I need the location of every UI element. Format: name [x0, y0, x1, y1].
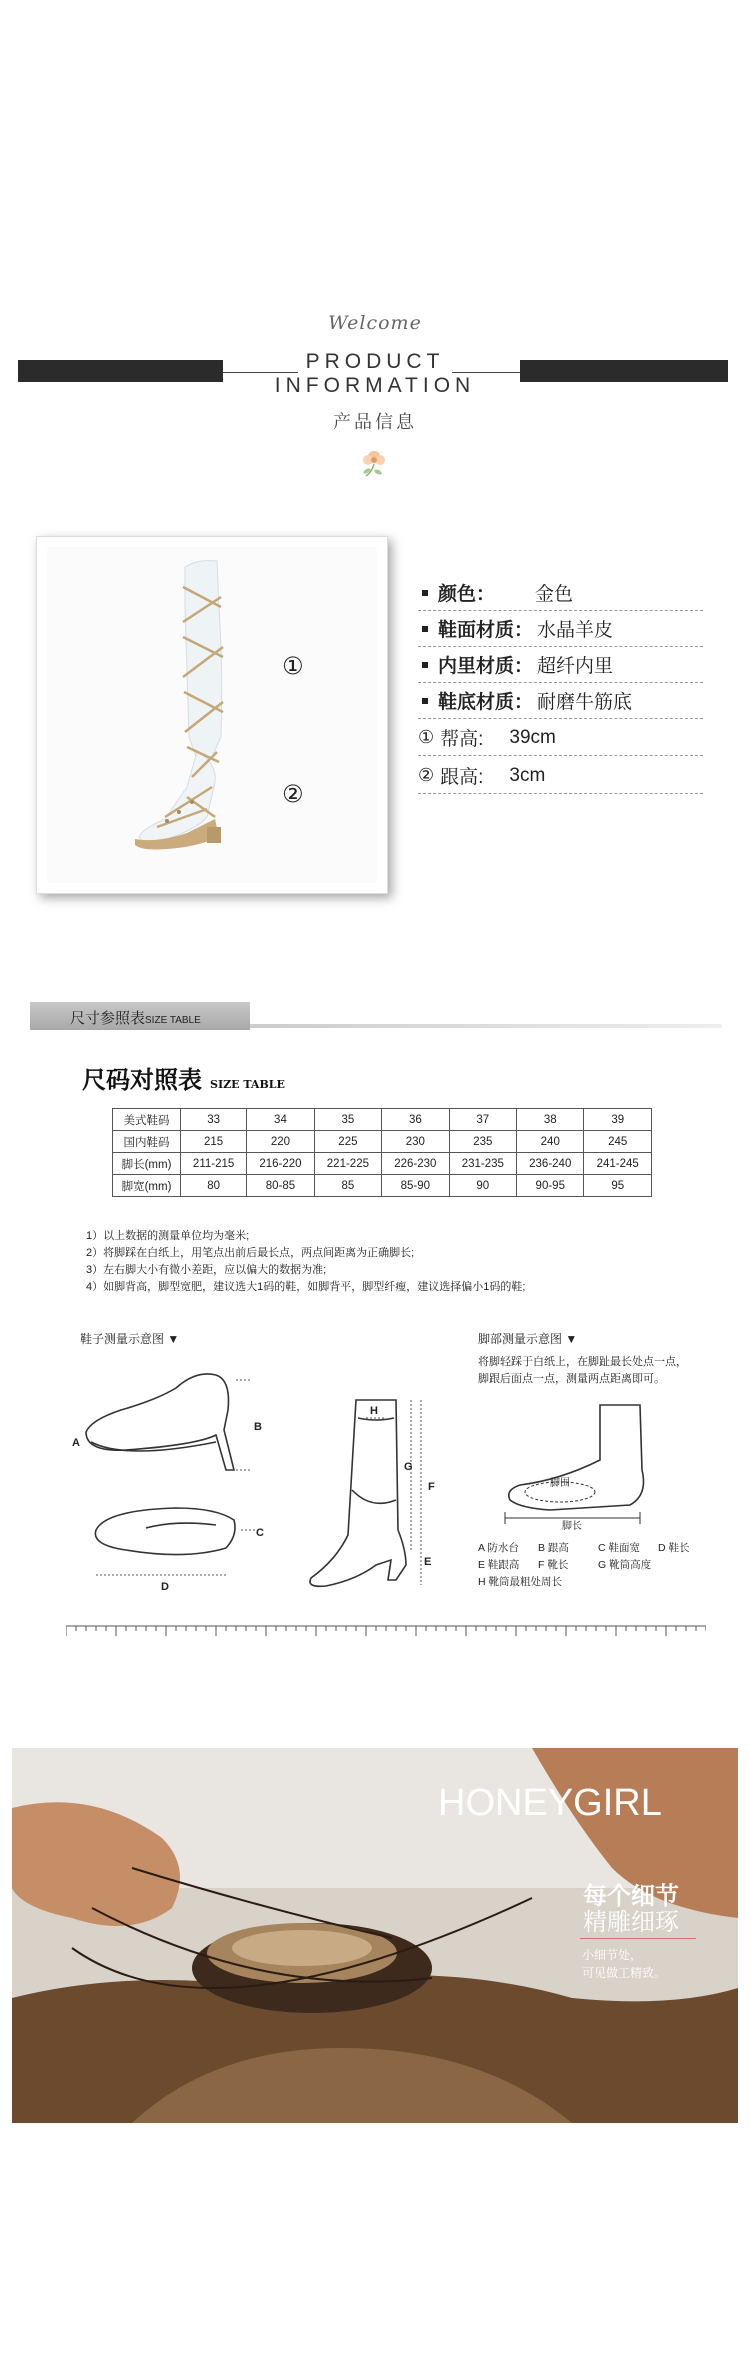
table-cell: 236-240: [517, 1153, 584, 1175]
callout-1: ①: [282, 653, 304, 680]
legend-item: A 防水台: [478, 1542, 519, 1554]
callout-2: ②: [282, 781, 304, 808]
info-row-color: [418, 575, 703, 611]
size-tab-line: [250, 1024, 722, 1028]
legend-item: C 鞋面宽: [598, 1542, 640, 1554]
table-cell: 33: [181, 1109, 247, 1131]
legend-item: B 跟高: [538, 1542, 569, 1554]
size-tab: [30, 1002, 250, 1030]
label-b: B: [254, 1421, 262, 1433]
table-cell: 35: [314, 1109, 381, 1131]
legend-item: F 靴长: [538, 1559, 569, 1571]
size-title-cn: 尺码对照表: [82, 1065, 202, 1094]
note-item: 3）左右脚大小有微小差距，应以偏大的数据为准;: [86, 1264, 327, 1276]
measure-value: 39cm: [509, 726, 556, 748]
flower-icon: [356, 444, 392, 480]
table-cell: 38: [517, 1109, 584, 1131]
size-tab-label: 尺寸参照表: [70, 1010, 146, 1027]
info-row-heel-height: [418, 758, 703, 794]
table-row: [113, 1175, 652, 1197]
info-value: 超纤内里: [537, 656, 614, 677]
page-title-line1: PRODUCT: [305, 350, 445, 373]
info-row-sole: [418, 683, 703, 719]
size-tab-label-en: SIZE TABLE: [145, 1015, 201, 1026]
table-cell: 211-215: [181, 1153, 247, 1175]
table-cell: 240: [517, 1131, 584, 1153]
info-label: 鞋面材质：: [438, 620, 534, 641]
foot-measure-title: 脚部测量示意图 ▼: [478, 1332, 578, 1346]
shoe-diagram: [66, 1350, 466, 1620]
table-cell: 90: [449, 1175, 516, 1197]
info-value: 金色: [535, 584, 574, 605]
table-cell: 215: [181, 1131, 247, 1153]
table-row-header: 美式鞋码: [113, 1109, 181, 1131]
banner-headline-2: 精雕细琢: [583, 1909, 679, 1936]
measure-value: 3cm: [509, 764, 546, 786]
table-row-header: 脚长(mm): [113, 1153, 181, 1175]
table-row: [113, 1131, 652, 1153]
info-value: 耐磨牛筋底: [537, 692, 633, 713]
size-table-title: [82, 1060, 285, 1095]
shoe-measure-title: 鞋子测量示意图 ▼: [80, 1332, 180, 1346]
banner-divider: [580, 1938, 696, 1939]
label-e: E: [424, 1556, 432, 1568]
table-cell: 39: [584, 1109, 652, 1131]
label-g: G: [404, 1461, 413, 1473]
table-row: [113, 1109, 652, 1131]
foot-measure-desc: [478, 1354, 718, 1388]
table-cell: 34: [247, 1109, 314, 1131]
measure-label: 跟高:: [440, 767, 484, 788]
page-subtitle: 产品信息: [333, 412, 417, 432]
table-cell: 85-90: [382, 1175, 449, 1197]
legend-item: H 靴筒最粗处周长: [478, 1576, 562, 1588]
note-item: 1）以上数据的测量单位均为毫米;: [86, 1230, 250, 1242]
info-row-lining: [418, 647, 703, 683]
table-cell: 36: [382, 1109, 449, 1131]
bullet: [422, 698, 428, 704]
label-c: C: [256, 1527, 264, 1539]
table-cell: 245: [584, 1131, 652, 1153]
note-item: 4）如脚背高，脚型宽肥，建议选大1码的鞋，如脚背平，脚型纤瘦，建议选择偏小1码的鞋;: [86, 1281, 526, 1293]
table-cell: 221-225: [314, 1153, 381, 1175]
table-cell: 216-220: [247, 1153, 314, 1175]
banner-headline-1: 每个细节: [583, 1883, 679, 1910]
table-cell: 85: [314, 1175, 381, 1197]
table-cell: 220: [247, 1131, 314, 1153]
label-h: H: [370, 1405, 378, 1417]
measure-num: ①: [418, 727, 435, 747]
legend-item: D 鞋长: [658, 1542, 690, 1554]
table-row-header: 国内鞋码: [113, 1131, 181, 1153]
table-cell: 80: [181, 1175, 247, 1197]
table-cell: 95: [584, 1175, 652, 1197]
foot-diagram: [480, 1400, 680, 1530]
bullet: [422, 590, 428, 596]
bullet: [422, 662, 428, 668]
page-title-line2: INFORMATION: [274, 374, 476, 397]
brand-logo: HONEYGIRL: [438, 1782, 662, 1824]
legend-item: G 靴筒高度: [598, 1559, 652, 1571]
table-row-header: 脚宽(mm): [113, 1175, 181, 1197]
product-photo: [36, 536, 388, 894]
desc-line: 将脚轻踩于白纸上，在脚趾最长处点一点，: [478, 1356, 687, 1368]
foot-length-label: 脚长: [562, 1521, 582, 1530]
info-value: 水晶羊皮: [537, 620, 614, 641]
info-row-shaft-height: [418, 720, 703, 756]
banner-caption-2: 可见做工精致。: [582, 1966, 667, 1980]
label-f: F: [428, 1481, 435, 1493]
ruler: [66, 1622, 706, 1638]
table-cell: 225: [314, 1131, 381, 1153]
table-row: [113, 1153, 652, 1175]
table-cell: 90-95: [517, 1175, 584, 1197]
table-cell: 226-230: [382, 1153, 449, 1175]
legend-item: E 鞋跟高: [478, 1559, 520, 1571]
size-title-en: SIZE TABLE: [210, 1078, 285, 1091]
boot-image: [47, 547, 379, 885]
measure-num: ②: [418, 765, 435, 785]
info-label: 内里材质：: [438, 656, 534, 677]
label-d: D: [161, 1581, 169, 1593]
info-label: 颜色：: [438, 584, 496, 605]
table-cell: 235: [449, 1131, 516, 1153]
bullet: [422, 626, 428, 632]
table-cell: 231-235: [449, 1153, 516, 1175]
label-a: A: [72, 1437, 80, 1449]
table-cell: 80-85: [247, 1175, 314, 1197]
desc-line: 脚跟后面点一点，测量两点距离即可。: [478, 1373, 665, 1385]
info-label: 鞋底材质：: [438, 692, 534, 713]
measure-label: 帮高:: [440, 729, 484, 750]
table-cell: 241-245: [584, 1153, 652, 1175]
size-notes: [86, 1228, 525, 1296]
size-table: [112, 1108, 652, 1197]
banner-caption-1: 小细节处，: [582, 1948, 643, 1962]
foot-width-label: 脚围: [550, 1478, 570, 1489]
note-item: 2）将脚踩在白纸上，用笔点出前后最长点，两点间距离为正确脚长;: [86, 1247, 415, 1259]
table-cell: 37: [449, 1109, 516, 1131]
table-cell: 230: [382, 1131, 449, 1153]
info-row-upper: [418, 611, 703, 647]
shoe-legend: [478, 1540, 718, 1591]
welcome-script: Welcome: [328, 312, 422, 334]
